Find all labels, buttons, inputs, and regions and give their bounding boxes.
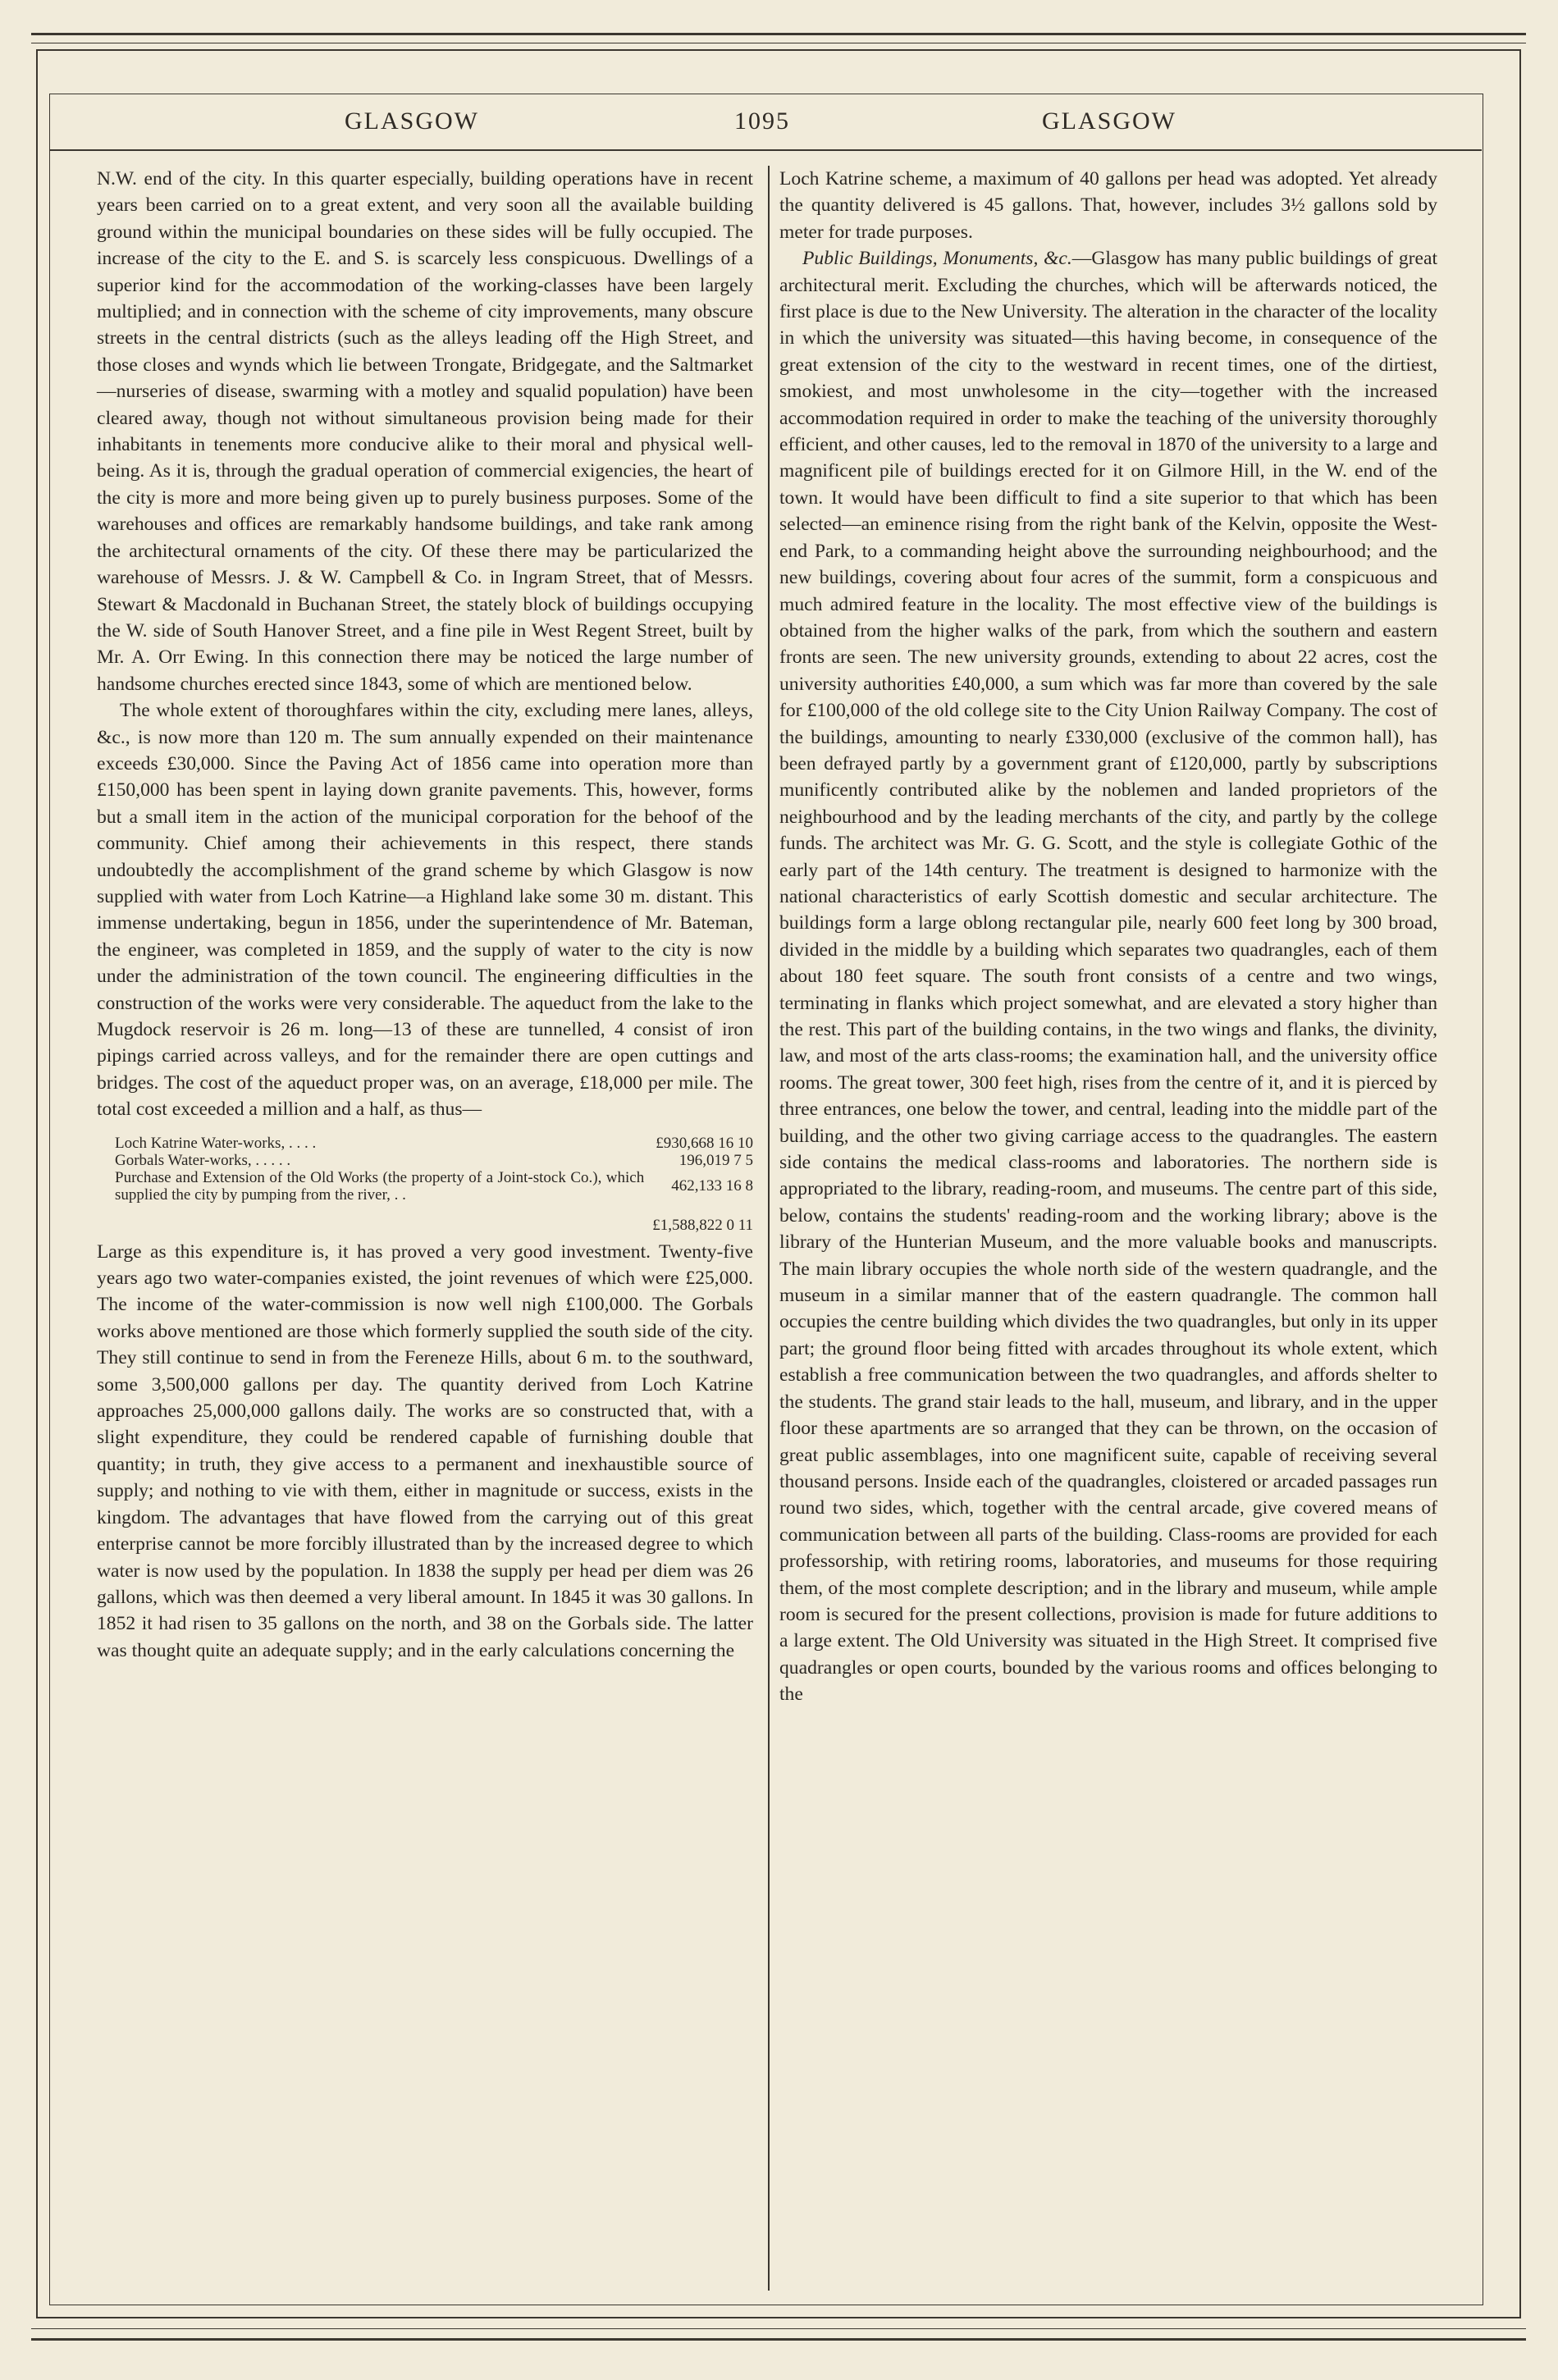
top-rule-outer (31, 33, 1526, 35)
right-paragraph-1: Loch Katrine scheme, a maximum of 40 gallons per head was adopted. Yet already the quantity delivered is 45 gallons. That, however, includes 3½ gallons sold by meter for trade purposes. (779, 168, 1437, 243)
right-column (779, 166, 1437, 1708)
table-row-total (97, 1204, 753, 1234)
header-rule (49, 149, 1482, 151)
cost-label: Gorbals Water-works, . . . . . (115, 1151, 291, 1169)
cost-total: £1,588,822 0 11 (652, 1216, 753, 1234)
column-divider (768, 166, 770, 2291)
table-row (97, 1169, 753, 1204)
cost-amount: £930,668 16 10 (656, 1134, 753, 1152)
cost-amount: 196,019 7 5 (678, 1151, 753, 1169)
cost-label: Loch Katrine Water-works, . . . . (115, 1134, 317, 1152)
right-paragraph-2-body: —Glasgow has many public buildings of great architectural merit. Excluding the churches, which will be afterwards noticed, the first place is due to the New University. The alteration in the character of the locality in which the university was situated—this having become, in consequence of the great extension of the city to the westward in recent times, one of the dirtiest, smokiest, and most unwholesome in the city—together with the increased accommodation required in order to make the teaching of the university thoroughly efficient, and other causes, led to the removal in 1870 of the university to a large and magnificent pile of buildings erected for it on Gilmore Hill, in the W. end of the town. It would have been difficult to find a site superior to that which has been selected—an eminence rising from the right bank of the Kelvin, opposite the West-end Park, to a commanding height above the surrounding neighbourhood; and the new buildings, covering about four acres of the summit, form a conspicuous and much admired feature in the locality. The most effective view of the buildings is obtained from the higher walks of the park, from which the southern and eastern fronts are seen. The new university grounds, extending to about 22 acres, cost the university authorities £40,000, a sum which was far more than covered by the sale for £100,000 of the old college site to the City Union Railway Company. The cost of the buildings, amounting to nearly £330,000 (exclusive of the common hall), has been defrayed partly by a government grant of £120,000, partly by subscriptions munificently contributed alike by the noblemen and landed proprietors of the neighbourhood and by the leading merchants of the city, and partly by the college funds. The architect was Mr. G. G. Scott, and the style is collegiate Gothic of the early part of the 14th century. The treatment is designed to harmonize with the national characteristics of early Scottish domestic and secular architecture. The buildings form a large oblong rectangular pile, nearly 600 feet long by 300 broad, divided in the middle by a building which separates two quadrangles, each of them about 180 feet square. The south front consists of a centre and two wings, terminating in flanks which project somewhat, and are elevated a story higher than the rest. This part of the building contains, in the two wings and flanks, the divinity, law, and most of the arts class-rooms; the examination hall, and the university office rooms. The great tower, 300 feet high, rises from the centre of it, and it is pierced by three entrances, one below the tower, and central, leading into the middle part of the building, and the other two giving carriage access to the quadrangles. The eastern side contains the medical class-rooms and laboratories. The northern side is appropriated to the library, reading-room, and museums. The centre part of this side, below, contains the students' reading-room and the working library; above is the library of the Hunterian Museum, and the more valuable books and manuscripts. The main library occupies the whole north side of the western quadrangle, and the museum in a similar manner that of the eastern quadrangle. The common hall occupies the centre building which divides the two quadrangles, but only in its upper part; the ground floor being fitted with arcades throughout its whole extent, which establish a free communication between the two quadrangles, and affords shelter to the students. The grand stair leads to the hall, museum, and library, and in the upper floor these apartments are so arranged that they can be thrown, on the occasion of great public assemblages, into one magnificent suite, capable of receiving several thousand persons. Inside each of the quadrangles, cloistered or arcaded passages run round two sides, which, together with the central arcade, give covered means of communication between all parts of the building. Class-rooms are provided for each professorship, with retiring rooms, laboratories, and museums for those requiring them, of the most complete description; and in the library and museum, while ample room is secured for the present collections, provision is made for future additions to a large extent. The Old University was situated in the High Street. It comprised five quadrangles or open courts, bounded by the various rooms and offices belonging to the (779, 248, 1437, 1706)
cost-amount: 462,133 16 8 (671, 1177, 753, 1195)
running-head-left: GLASGOW (345, 107, 479, 135)
section-heading: Public Buildings, Monuments, &c. (802, 248, 1072, 270)
bottom-rule-inner (31, 2328, 1526, 2329)
page-number: 1095 (734, 107, 790, 135)
table-row (97, 1152, 753, 1169)
bottom-rule-outer (31, 2338, 1526, 2341)
running-head-right: GLASGOW (1042, 107, 1176, 135)
left-column (97, 166, 753, 1664)
right-paragraph-2 (779, 245, 1437, 1707)
cost-label: Purchase and Extension of the Old Works (the property of a Joint-stock Co.), which supplied the city by pumping from the river, . . (115, 1168, 645, 1204)
left-paragraph-3: Large as this expenditure is, it has proved a very good investment. Twenty-five years ago two water-companies existed, the joint revenues of which were £25,000. The income of the water-commission is now well nigh £100,000. The Gorbals works above mentioned are those which formerly supplied the south side of the city. They still continue to send in from the Fereneze Hills, about 6 m. to the southward, some 3,500,000 gallons per day. The quantity derived from Loch Katrine approaches 25,000,000 gallons daily. The works are so constructed that, with a slight expenditure, they could be rendered capable of furnishing double that quantity; in truth, they give access to a permanent and inexhaustible source of supply; and nothing to vie with them, either in magnitude or success, exists in the kingdom. The advantages that have flowed from the carrying out of this great enterprise cannot be more forcibly illustrated than by the increased degree to which water is now used by the population. In 1838 the supply per head per diem was 26 gallons, which was then deemed a very liberal amount. In 1845 it was 30 gallons. In 1852 it had risen to 35 gallons on the north, and 38 on the Gorbals side. The latter was thought quite an adequate supply; and in the early calculations concerning the (97, 1240, 753, 1661)
water-works-cost-table (97, 1135, 753, 1234)
left-paragraph-2: The whole extent of thoroughfares within the city, excluding mere lanes, alleys, &c., is now more than 120 m. The sum annually expended on their maintenance exceeds £30,000. Since the Paving Act of 1856 came into operation more than £150,000 has been spent in laying down granite pavements. This, however, forms but a small item in the action of the municipal corporation for the behoof of the community. Chief among their achievements in this respect, there stands undoubtedly the accomplishment of the grand scheme by which Glasgow is now supplied with water from Loch Katrine—a Highland lake some 30 m. distant. This immense undertaking, begun in 1856, under the superintendence of Mr. Bateman, the engineer, was completed in 1859, and the supply of water to the city is now under the administration of the town council. The engineering difficulties in the construction of the works were very considerable. The aqueduct from the lake to the Mugdock reservoir is 26 m. long—13 of these are tunnelled, 4 consist of iron pipings carried across valleys, and for the remainder there are open cuttings and bridges. The cost of the aqueduct proper was, on an average, £18,000 per mile. The total cost exceeded a million and a half, as thus— (97, 700, 753, 1121)
left-paragraph-1: N.W. end of the city. In this quarter especially, building operations have in recent years been carried on to a great extent, and very soon all the available building ground within the municipal boundaries on these sides will be fully occupied. The increase of the city to the E. and S. is scarcely less conspicuous. Dwellings of a superior kind for the accommodation of the working-classes have been largely multiplied; and in connection with the scheme of city improvements, many obscure streets in the central districts (such as the alleys leading off the High Street, and those closes and wynds which lie between Trongate, Bridgegate, and the Saltmarket—nurseries of disease, swarming with a motley and squalid population) have been cleared away, though not without simultaneous provision being made for their inhabitants in tenements more conducive alike to their moral and physical well-being. As it is, through the gradual operation of commercial exigencies, the heart of the city is more and more being given up to purely business purposes. Some of the warehouses and offices are remarkably handsome buildings, and take rank among the architectural ornaments of the city. Of these there may be particularized the warehouse of Messrs. J. & W. Campbell & Co. in Ingram Street, that of Messrs. Stewart & Macdonald in Buchanan Street, the stately block of buildings occupying the W. side of South Hanover Street, and a fine pile in West Regent Street, built by Mr. A. Orr Ewing. In this connection there may be noticed the large number of handsome churches erected since 1843, some of which are mentioned below. (97, 168, 753, 695)
table-row (97, 1135, 753, 1152)
